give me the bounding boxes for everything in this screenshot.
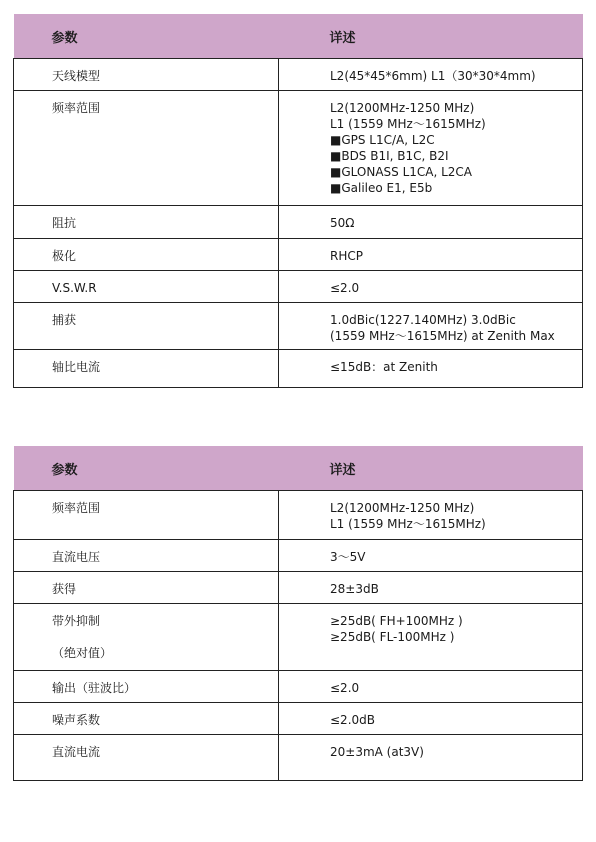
header-detail: 详述 [279,446,583,491]
table-row [14,703,583,735]
table-row [14,491,583,540]
param-cell [14,206,279,239]
header-param: 参数 [14,446,279,491]
detail-text: 1.0dBic(1227.140MHz) 3.0dBic [330,313,516,327]
param-cell [14,350,279,388]
detail-text: L2(45*45*6mm) L1（30*30*4mm) [330,69,536,83]
detail-cell [279,572,583,604]
param-cell [14,540,279,572]
param-text: 输出（驻波比） [52,681,137,695]
table-row [14,271,583,303]
param-cell [14,491,279,540]
table-row [14,671,583,703]
detail-cell [279,206,583,239]
table-row [14,91,583,206]
detail-cell [279,491,583,540]
detail-text: ≤2.0dB [330,713,375,727]
param-text: 噪声系数 [52,713,101,727]
param-cell [14,91,279,206]
detail-text: ≥25dB( FL-100MHz ) [330,630,455,644]
detail-text: L1 (1559 MHz～1615MHz) [330,517,486,531]
table-row [14,735,583,781]
detail-text: 3～5V [330,550,366,564]
param-text: 天线模型 [52,69,101,83]
detail-text: RHCP [330,249,363,263]
param-text: 阻抗 [52,216,77,230]
detail-text: 28±3dB [330,582,379,596]
param-text: 轴比电流 [52,360,101,374]
detail-text: L2(1200MHz-1250 MHz) [330,501,475,515]
detail-cell [279,350,583,388]
detail-cell [279,303,583,350]
param-text: 获得 [52,582,77,596]
detail-text: ■GPS L1C/A, L2C [330,133,435,147]
param-cell [14,59,279,91]
param-text: 频率范围 [52,101,101,115]
header-detail: 详述 [279,14,583,59]
spec-table-lna [13,446,583,781]
param-text: 频率范围 [52,501,101,515]
param-cell [14,239,279,271]
param-text: （绝对值） [52,646,113,660]
table-row [14,540,583,572]
param-cell [14,703,279,735]
table-row [14,206,583,239]
param-cell [14,735,279,781]
table-row [14,350,583,388]
table-row [14,604,583,671]
detail-text: ■BDS B1I, B1C, B2I [330,149,449,163]
detail-text: L2(1200MHz-1250 MHz) [330,101,475,115]
detail-text: 20±3mA (at3V) [330,745,424,759]
param-text: 直流电压 [52,550,101,564]
param-cell [14,572,279,604]
detail-cell [279,540,583,572]
detail-text: 50Ω [330,216,355,230]
param-text: 带外抑制 [52,614,101,628]
table-header-row [14,14,583,59]
param-cell [14,271,279,303]
detail-cell [279,735,583,781]
detail-cell [279,271,583,303]
param-text: 直流电流 [52,745,101,759]
detail-cell [279,671,583,703]
detail-text: ≤2.0 [330,281,360,295]
detail-text: ≤2.0 [330,681,360,695]
detail-text: (1559 MHz～1615MHz) at Zenith Max [330,329,555,343]
table-row [14,303,583,350]
detail-cell [279,91,583,206]
param-cell [14,604,279,671]
table-header-row [14,446,583,491]
detail-text: ≥25dB( FH+100MHz ) [330,614,463,628]
param-text: V.S.W.R [52,281,97,295]
table-row [14,59,583,91]
param-text: 极化 [52,249,77,263]
detail-text: ■Galileo E1, E5b [330,181,433,195]
detail-cell [279,604,583,671]
param-cell [14,671,279,703]
detail-cell [279,239,583,271]
detail-text: ≤15dB：at Zenith [330,360,438,374]
table-row [14,572,583,604]
detail-cell [279,703,583,735]
header-param: 参数 [14,14,279,59]
detail-cell [279,59,583,91]
param-text: 捕获 [52,313,77,327]
param-cell [14,303,279,350]
table-row [14,239,583,271]
detail-text: L1 (1559 MHz～1615MHz) [330,117,486,131]
spec-table-antenna [13,14,583,388]
detail-text: ■GLONASS L1CA, L2CA [330,165,473,179]
